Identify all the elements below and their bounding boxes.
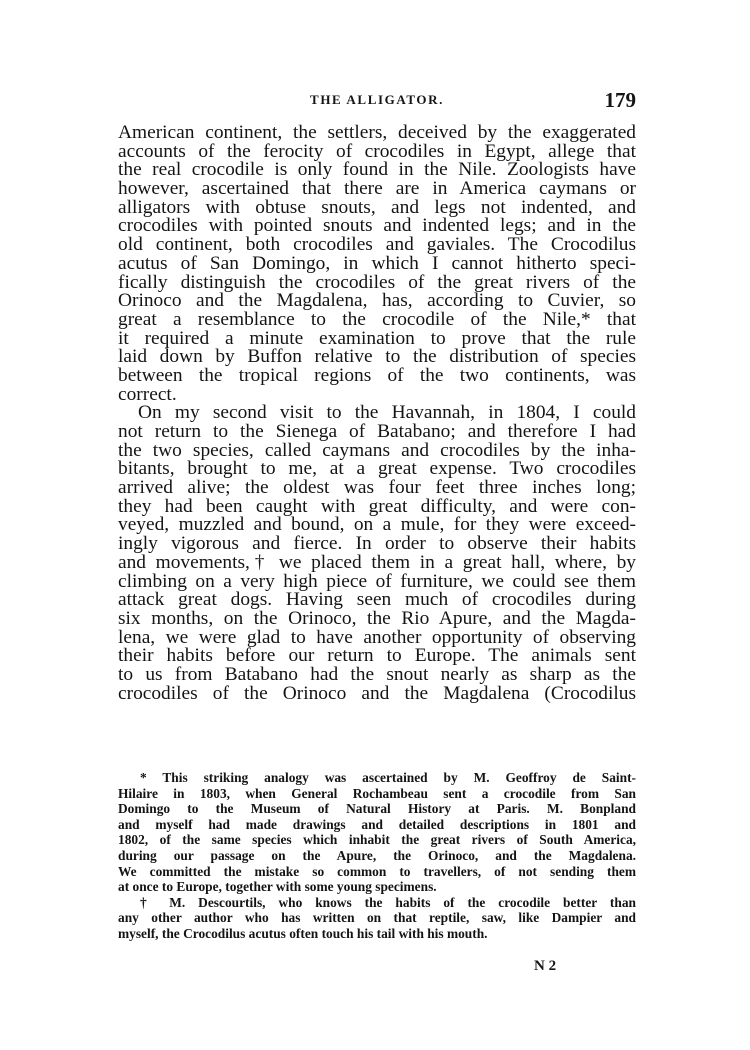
body-line: and movements,† we placed them in a great hall, where, by — [118, 551, 636, 573]
body-line: American continent, the settlers, deceived by the exaggerated — [118, 122, 636, 143]
body-text — [118, 124, 636, 703]
footnote-line: at once to Europe, together with some young specimens. — [118, 879, 437, 895]
body-line: ingly vigorous and fierce. In order to observe their habits — [118, 533, 636, 555]
footnote-line: 1802, of the same species which inhabit the great rivers of South America, — [118, 832, 636, 848]
body-line: between the tropical regions of the two continents, was — [118, 364, 636, 386]
body-line: veyed, muzzled and bound, on a mule, for they were exceed- — [118, 514, 636, 536]
body-line: however, ascertained that there are in America caymans or — [118, 178, 636, 200]
body-line: the real crocodile is only found in the Nile. Zoologists have — [118, 159, 636, 181]
body-line: to us from Batabano had the snout nearly as sharp as the — [118, 663, 636, 685]
footnote-line: Hilaire in 1803, when General Rochambeau sent a crocodile from San — [118, 785, 636, 801]
footnote-line: myself, the Crocodilus acutus often touch his tail with his mouth. — [118, 925, 488, 941]
body-line: arrived alive; the oldest was four feet three inches long; — [118, 477, 636, 499]
running-title: THE ALLIGATOR. — [310, 92, 444, 107]
body-line: bitants, brought to me, at a great expense. Two crocodiles — [118, 458, 636, 480]
body-line: climbing on a very high piece of furniture, we could see them — [118, 570, 636, 592]
body-line: fically distinguish the crocodiles of the great rivers of the — [118, 271, 636, 293]
body-line: laid down by Buffon relative to the distribution of species — [118, 346, 636, 368]
footnote-line: † M. Descourtils, who knows the habits of the crocodile better than — [140, 894, 636, 910]
footnote-line: * This striking analogy was ascertained by M. Geoffroy de Saint- — [140, 770, 636, 785]
footnote-line: We committed the mistake so common to travellers, of not sending them — [118, 863, 636, 879]
body-line: acutus of San Domingo, in which I cannot hitherto speci- — [118, 252, 636, 274]
page-number: 179 — [604, 88, 636, 112]
body-line: the two species, called caymans and crocodiles by the inha- — [118, 439, 636, 461]
body-line: accounts of the ferocity of crocodiles in Egypt, allege that — [118, 140, 636, 162]
footnotes — [118, 770, 636, 942]
footnote-line: any other author who has written on that reptile, saw, like Dampier and — [118, 910, 636, 926]
signature-mark: N 2 — [534, 958, 557, 974]
body-line: crocodiles of the Orinoco and the Magdalena (Crocodilus — [118, 682, 636, 704]
body-line: six months, on the Orinoco, the Rio Apure, and the Magda- — [118, 607, 636, 629]
body-line: they had been caught with great difficulty, and were con- — [118, 495, 636, 517]
body-line: On my second visit to the Havannah, in 1804, I could — [138, 402, 636, 424]
footnote-line: and myself had made drawings and detailed descriptions in 1801 and — [118, 816, 636, 832]
body-line: great a resemblance to the crocodile of the Nile,* that — [118, 308, 636, 330]
running-header — [118, 88, 636, 120]
body-line: alligators with obtuse snouts, and legs not indented, and — [118, 196, 636, 218]
body-line: lena, we were glad to have another opportunity of observing — [118, 626, 636, 648]
body-line: their habits before our return to Europe. The animals sent — [118, 645, 636, 667]
footnote-line: during our passage on the Apure, the Orinoco, and the Magdalena. — [118, 847, 636, 863]
footnote-line: Domingo to the Museum of Natural History at Paris. M. Bonpland — [118, 801, 636, 817]
body-line: attack great dogs. Having seen much of crocodiles during — [118, 589, 636, 611]
body-line: not return to the Sienega of Batabano; and therefore I had — [118, 421, 636, 442]
body-line: old continent, both crocodiles and gaviales. The Crocodilus — [118, 234, 636, 256]
body-line: correct. — [118, 383, 177, 405]
body-line: Orinoco and the Magdalena, has, according to Cuvier, so — [118, 290, 636, 312]
body-line: crocodiles with pointed snouts and indented legs; and in the — [118, 215, 636, 237]
body-line: it required a minute examination to prove that the rule — [118, 327, 636, 349]
